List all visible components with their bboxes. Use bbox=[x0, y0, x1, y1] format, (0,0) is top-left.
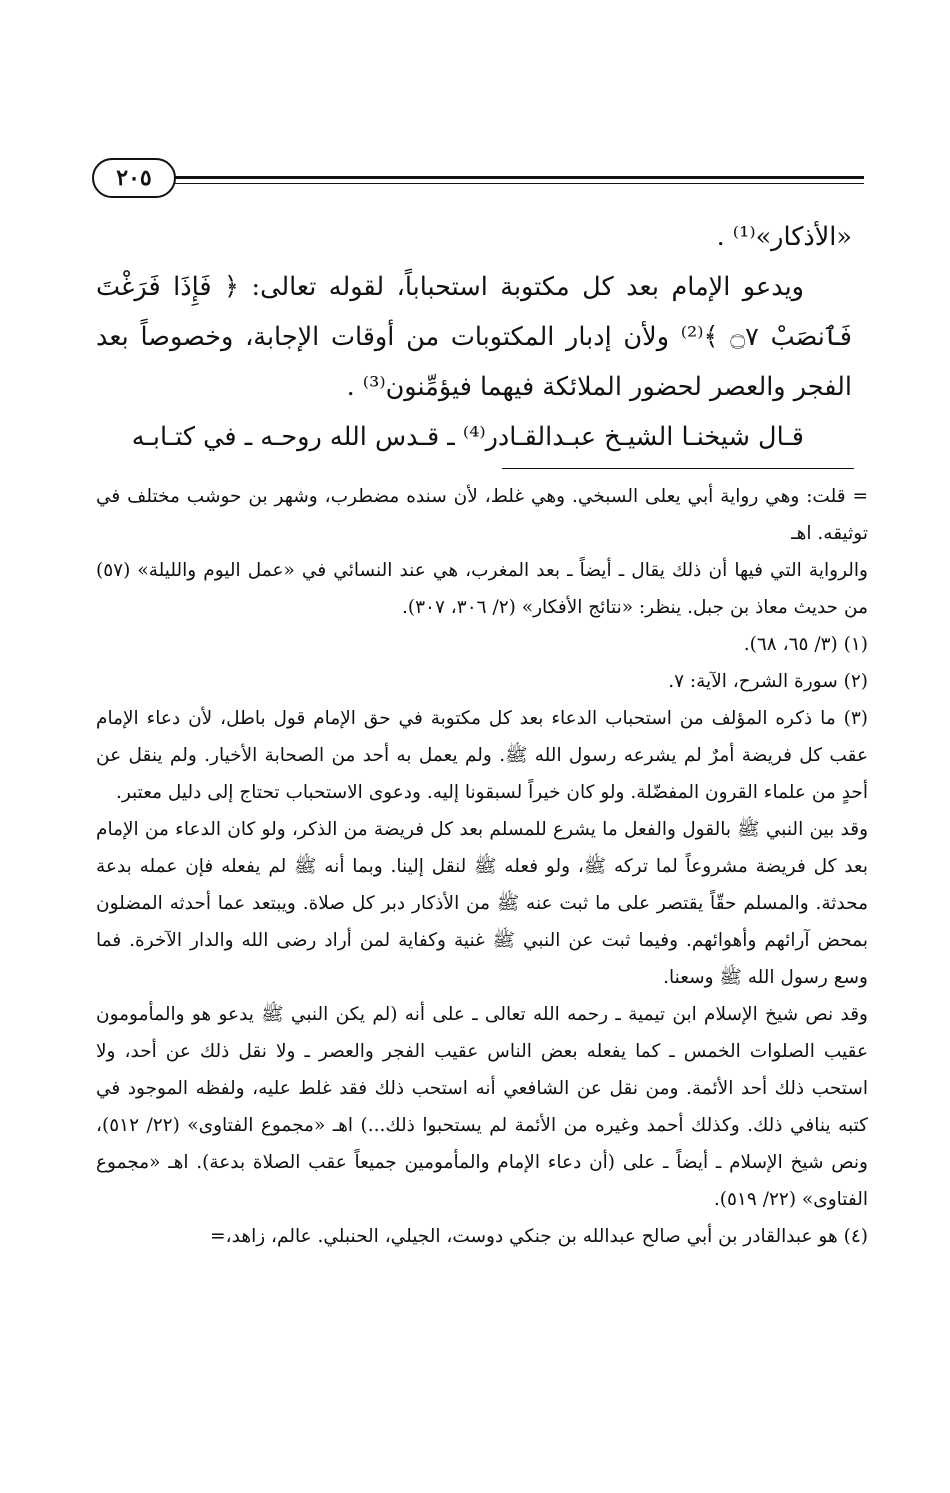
page-number: ٢٠٥ bbox=[92, 158, 176, 198]
footnote: والرواية التي فيها أن ذلك يقال ـ أيضاً ـ بعد المغرب، هي عند النسائي في «عمل اليوم والليلة» (٥٧) من حديث معاذ بن جبل. ينظر: «نتائج الأفكار» (٢/ ٣٠٦، ٣٠٧). bbox=[96, 560, 868, 618]
footnote: (٤) هو عبدالقادر بن أبي صالح عبدالله بن جنكي دوست، الجيلي، الحنبلي. عالم، زاهد،= bbox=[210, 1226, 868, 1247]
paragraph: قـال شيخنـا الشيـخ عبـدالقـادر⁽⁴⁾ ـ قـدس الله روحـه ـ في كتـابـه bbox=[131, 422, 804, 452]
footnote: وقد بين النبي ﷺ بالقول والفعل ما يشرع للمسلم بعد كل فريضة من الذكر، ولو كان الدعاء من الإمام بعد كل فريضة مشروعاً لما تركه ﷺ، ولو فعله ﷺ لنقل إلينا. وبما أنه ﷺ لم يفعله فإن عمله بدعة محدثة. والمسلم حقّاً يقتصر على ما ثبت عنه ﷺ من الأذكار دبر كل صلاة. ويبتعد عما أحدثه المضلون بمحض آرائهم وأهوائهم. وفيما ثبت عن النبي ﷺ غنية وكفاية لمن أراد رضى الله والدار الآخرة. فما وسع رسول الله ﷺ وسعنا. bbox=[96, 819, 868, 988]
main-text bbox=[96, 212, 852, 462]
footnote: وقد نص شيخ الإسلام ابن تيمية ـ رحمه الله تعالى ـ على أنه (لم يكن النبي ﷺ يدعو هو والمأمومون عقيب الصلوات الخمس ـ كما يفعله بعض الناس عقيب الفجر والعصر ـ ولا نقل ذلك عن أحد، ولا استحب ذلك أحد الأئمة. ومن نقل عن الشافعي أنه استحب ذلك فقد غلط عليه، ولفظه الموجود في كتبه ينافي ذلك. وكذلك أحمد وغيره من الأئمة لم يستحبوا ذلك...) اهـ «مجموع الفتاوى» (٢٢/ ٥١٢)، ونص شيخ الإسلام ـ أيضاً ـ على (أن دعاء الإمام والمأمومين جميعاً عقب الصلاة بدعة). اهـ «مجموع الفتاوى» (٢٢/ ٥١٩). bbox=[96, 1004, 868, 1210]
footnotes bbox=[96, 478, 868, 1255]
header-rule bbox=[170, 176, 864, 179]
footnote-separator bbox=[502, 468, 854, 469]
paragraph: ويدعو الإمام بعد كل مكتوبة استحباباً، لقوله تعالى: ﴿ فَإِذَا فَرَغْتَ فَٱنصَبْ ۝٧ ﴾⁽²⁾ ولأن إدبار المكتوبات من أوقات الإجابة، وخصوصاً بعد الفجر والعصر لحضور الملائكة فيهما فيؤمِّنون⁽³⁾ . bbox=[96, 272, 852, 402]
page-header bbox=[92, 158, 864, 202]
footnote: (١) (٣/ ٦٥، ٦٨). bbox=[743, 634, 868, 655]
paragraph: «الأذكار»⁽¹⁾ . bbox=[716, 222, 852, 252]
footnote: (٣) ما ذكره المؤلف من استحباب الدعاء بعد كل مكتوبة في حق الإمام قول باطل، لأن دعاء الإمام عقب كل فريضة أمرٌ لم يشرعه رسول الله ﷺ. ولم يعمل به أحد من الصحابة الأخيار. ولم ينقل عن أحدٍ من علماء القرون المفضّلة. ولو كان خيراً لسبقونا إليه. ودعوى الاستحباب تحتاج إلى دليل معتبر. bbox=[96, 708, 868, 803]
footnote: (٢) سورة الشرح، الآية: ٧. bbox=[668, 671, 868, 692]
footnote: = قلت: وهي رواية أبي يعلى السبخي. وهي غلط، لأن سنده مضطرب، وشهر بن حوشب مختلف في توثيقه. اهـ bbox=[96, 486, 868, 544]
header-rule-thin bbox=[170, 183, 864, 184]
